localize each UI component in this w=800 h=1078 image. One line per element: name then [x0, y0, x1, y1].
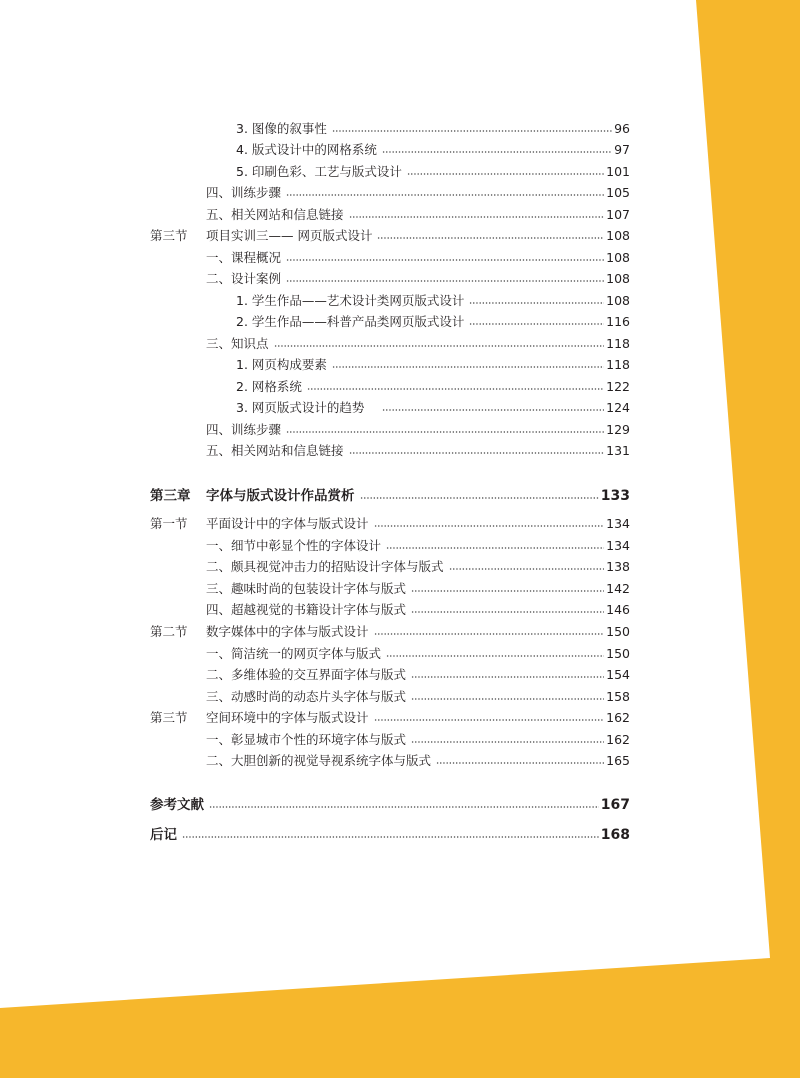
toc-entry[interactable] — [236, 356, 630, 374]
leader-dots — [209, 804, 599, 810]
toc-entry-title: 一、课程概况 — [206, 250, 282, 265]
toc-entry[interactable] — [206, 688, 630, 706]
toc-entry-title: 四、超越视觉的书籍设计字体与版式 — [206, 602, 407, 617]
toc-entry-page: 150 — [606, 646, 630, 661]
toc-entry-page: 122 — [606, 379, 630, 394]
toc-entry-page: 96 — [614, 121, 630, 136]
toc-entry[interactable] — [236, 399, 630, 417]
chapter-label: 第三章 — [150, 488, 191, 504]
toc-section[interactable] — [150, 227, 630, 245]
toc-entry-page: 118 — [606, 357, 630, 372]
toc-entry-title: 3. 网页版式设计的趋势 — [236, 400, 365, 415]
leader-dots — [386, 653, 604, 659]
toc-entry-page: 108 — [606, 228, 630, 243]
toc-entry-page: 116 — [606, 314, 630, 329]
toc-entry-page: 108 — [606, 293, 630, 308]
toc-entry-title: 项目实训三—— 网页版式设计 — [206, 228, 373, 243]
toc-entry-page: 165 — [606, 753, 630, 768]
toc-entry[interactable] — [236, 163, 630, 181]
leader-dots — [374, 631, 605, 637]
leader-dots — [407, 171, 604, 177]
toc-entry-title: 一、简洁统一的网页字体与版式 — [206, 646, 382, 661]
toc-entry[interactable] — [206, 537, 630, 555]
section-label: 第二节 — [150, 624, 188, 639]
toc-entry-title: 二、设计案例 — [206, 271, 282, 286]
toc-entry-title: 三、知识点 — [206, 336, 269, 351]
toc-entry[interactable] — [236, 313, 630, 331]
toc-entry-title: 2. 网格系统 — [236, 379, 302, 394]
toc-section[interactable] — [150, 623, 630, 641]
toc-entry-page: 131 — [606, 443, 630, 458]
toc-entry[interactable] — [206, 752, 630, 770]
leader-dots — [469, 300, 604, 306]
toc-entry-title: 4. 版式设计中的网格系统 — [236, 142, 377, 157]
leader-dots — [286, 429, 604, 435]
toc-entry[interactable] — [236, 292, 630, 310]
toc-entry-page: 105 — [606, 185, 630, 200]
leader-dots — [469, 321, 604, 327]
toc-entry-page: 142 — [606, 581, 630, 596]
leader-dots — [307, 386, 604, 392]
toc-entry-page: 158 — [606, 689, 630, 704]
toc-entry-page: 129 — [606, 422, 630, 437]
toc-entry[interactable] — [206, 666, 630, 684]
leader-dots — [386, 545, 604, 551]
chapter-title: 字体与版式设计作品赏析 — [206, 488, 355, 504]
toc-entry-page: 118 — [606, 336, 630, 351]
toc-entry-page: 124 — [606, 400, 630, 415]
toc-section[interactable] — [150, 709, 630, 727]
toc-entry-title: 二、大胆创新的视觉导视系统字体与版式 — [206, 753, 432, 768]
section-label: 第一节 — [150, 516, 188, 531]
toc-afterword[interactable] — [150, 825, 630, 845]
toc-entry-title: 二、颇具视觉冲击力的招贴设计字体与版式 — [206, 559, 444, 574]
leader-dots — [286, 257, 604, 263]
references-page: 167 — [600, 797, 630, 813]
toc-entry-page: 134 — [606, 538, 630, 553]
leader-dots — [374, 523, 605, 529]
afterword-title: 后记 — [150, 827, 177, 843]
toc-entry-title: 5. 印刷色彩、工艺与版式设计 — [236, 164, 402, 179]
leader-dots — [436, 760, 604, 766]
section-label: 第三节 — [150, 710, 188, 725]
leader-dots — [332, 364, 604, 370]
toc-entry[interactable] — [206, 580, 630, 598]
toc-entry[interactable] — [236, 120, 630, 138]
toc-entry-page: 154 — [606, 667, 630, 682]
leader-dots — [411, 696, 604, 702]
toc-references[interactable] — [150, 795, 630, 815]
toc-entry-page: 108 — [606, 271, 630, 286]
toc-entry-title: 空间环境中的字体与版式设计 — [206, 710, 369, 725]
toc-entry-page: 134 — [606, 516, 630, 531]
section-label: 第三节 — [150, 228, 188, 243]
toc-entry-title: 2. 学生作品——科普产品类网页版式设计 — [236, 314, 465, 329]
toc-entry[interactable] — [206, 645, 630, 663]
toc-entry[interactable] — [206, 184, 630, 202]
toc-entry-page: 162 — [606, 710, 630, 725]
toc-entry-page: 108 — [606, 250, 630, 265]
toc-entry-title: 三、趣味时尚的包装设计字体与版式 — [206, 581, 407, 596]
toc-entry-page: 107 — [606, 207, 630, 222]
toc-entry[interactable] — [206, 421, 630, 439]
leader-dots — [411, 739, 604, 745]
toc-entry[interactable] — [236, 378, 630, 396]
leader-dots — [274, 343, 605, 349]
leader-dots — [286, 192, 604, 198]
leader-dots — [349, 214, 605, 220]
toc-entry-title: 一、细节中彰显个性的字体设计 — [206, 538, 382, 553]
toc-entry[interactable] — [236, 141, 630, 159]
toc-entry[interactable] — [206, 249, 630, 267]
toc-entry-page: 162 — [606, 732, 630, 747]
leader-dots — [382, 149, 612, 155]
toc-entry[interactable] — [206, 558, 630, 576]
leader-dots — [349, 450, 605, 456]
toc-entry-title: 五、相关网站和信息链接 — [206, 207, 344, 222]
references-title: 参考文献 — [150, 797, 204, 813]
toc-entry-title: 一、彰显城市个性的环境字体与版式 — [206, 732, 407, 747]
toc-entry[interactable] — [206, 601, 630, 619]
leader-dots — [411, 588, 604, 594]
toc-entry-page: 101 — [606, 164, 630, 179]
leader-dots — [360, 495, 599, 501]
leader-dots — [411, 609, 604, 615]
toc-entry-title: 五、相关网站和信息链接 — [206, 443, 344, 458]
leader-dots — [411, 674, 604, 680]
toc-entry-page: 150 — [606, 624, 630, 639]
toc-entry[interactable] — [206, 335, 630, 353]
toc-entry-title: 四、训练步骤 — [206, 422, 282, 437]
leader-dots — [332, 128, 612, 134]
toc-entry-page: 138 — [606, 559, 630, 574]
toc-entry-title: 1. 网页构成要素 — [236, 357, 327, 372]
toc-entry-title: 1. 学生作品——艺术设计类网页版式设计 — [236, 293, 465, 308]
chapter-page: 133 — [600, 488, 630, 504]
leader-dots — [449, 566, 605, 572]
toc-entry[interactable] — [206, 206, 630, 224]
toc-section[interactable] — [150, 515, 630, 533]
toc-entry-page: 146 — [606, 602, 630, 617]
toc-chapter[interactable] — [150, 486, 630, 506]
leader-dots — [377, 235, 604, 241]
afterword-page: 168 — [600, 827, 630, 843]
toc-entry-title: 数字媒体中的字体与版式设计 — [206, 624, 369, 639]
toc-entry[interactable] — [206, 270, 630, 288]
toc-entry[interactable] — [206, 731, 630, 749]
toc-entry[interactable] — [206, 442, 630, 460]
toc-entry-title: 三、动感时尚的动态片头字体与版式 — [206, 689, 407, 704]
toc-entry-title: 3. 图像的叙事性 — [236, 121, 327, 136]
toc-entry-title: 二、多维体验的交互界面字体与版式 — [206, 667, 407, 682]
leader-dots — [374, 717, 605, 723]
toc-entry-title: 四、训练步骤 — [206, 185, 282, 200]
leader-dots — [382, 407, 604, 413]
toc-entry-page: 97 — [614, 142, 630, 157]
toc-entry-title: 平面设计中的字体与版式设计 — [206, 516, 369, 531]
leader-dots — [182, 834, 599, 840]
leader-dots — [286, 278, 604, 284]
